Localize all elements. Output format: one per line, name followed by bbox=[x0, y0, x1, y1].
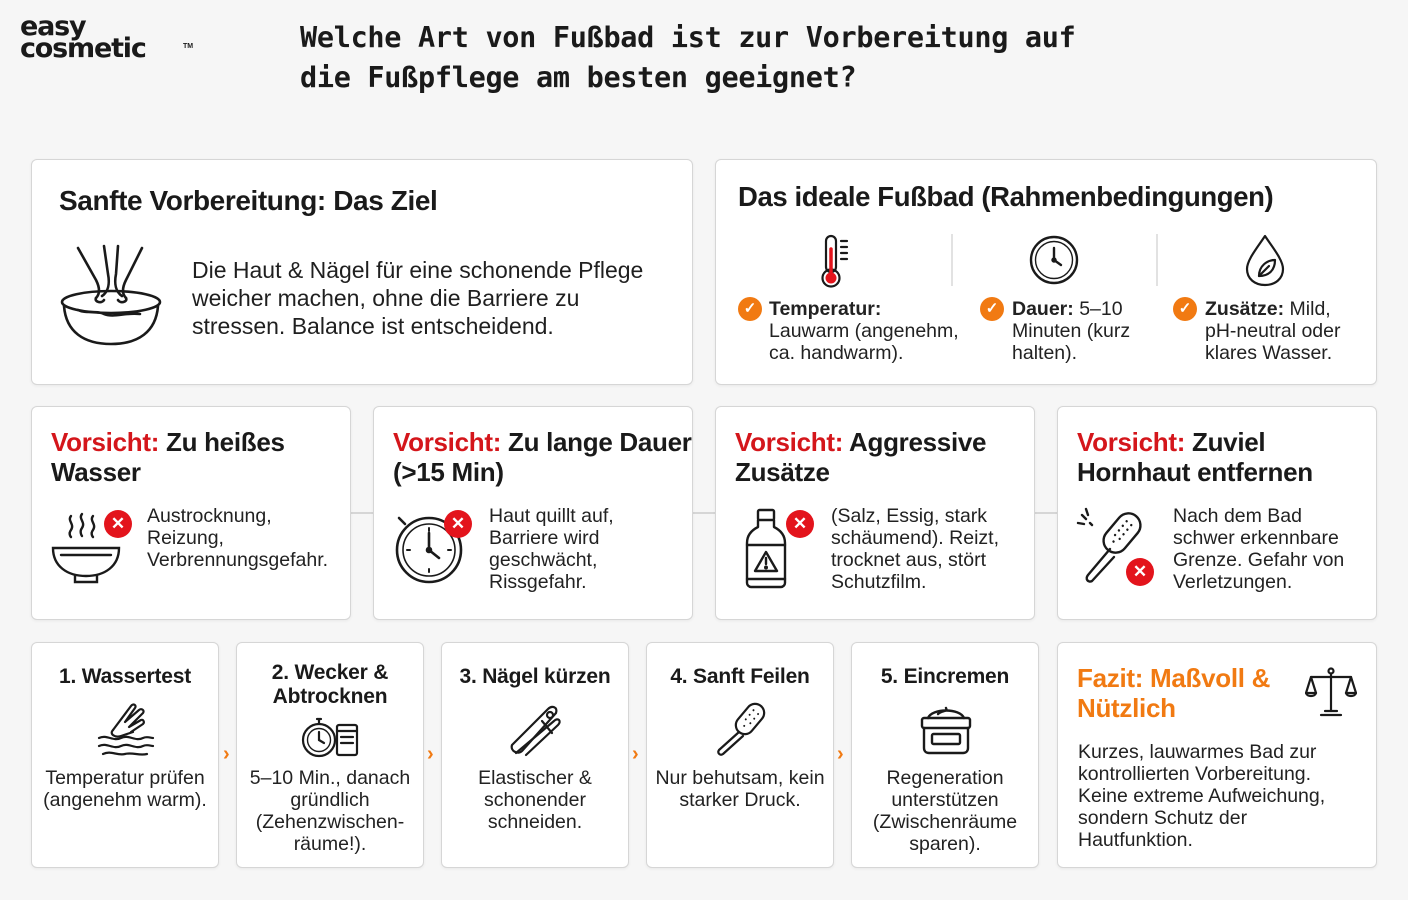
check-icon: ✓ bbox=[738, 297, 762, 321]
warning-card-hot-water bbox=[31, 406, 351, 620]
warning-title bbox=[51, 427, 351, 487]
ideal-conditions-card bbox=[715, 159, 1377, 385]
warning-card-long-duration bbox=[373, 406, 693, 620]
nail-clipper-icon bbox=[506, 699, 566, 757]
ideal-divider bbox=[951, 234, 953, 286]
step-card-water-test bbox=[31, 642, 219, 868]
warning-title bbox=[393, 427, 693, 487]
step-text: Regeneration unterstützen (Zwischenräume sparen). bbox=[872, 767, 1018, 855]
warning-heading: Zu heißes Wasser bbox=[51, 427, 285, 487]
x-icon: ✕ bbox=[104, 510, 132, 538]
condition-label: Temperatur: bbox=[769, 298, 882, 320]
goal-card bbox=[31, 159, 693, 385]
brand-logo bbox=[20, 11, 194, 65]
condition-text: 5–10 Minuten (kurz halten). bbox=[1012, 298, 1131, 364]
hand-water-icon bbox=[95, 700, 157, 758]
chevron-right-icon: › bbox=[427, 743, 434, 765]
warning-prefix: Vorsicht: bbox=[51, 427, 160, 457]
row-connector bbox=[350, 512, 374, 514]
step-card-timer-dry bbox=[236, 642, 424, 868]
warning-text: Austrocknung, Reizung, Verbrennungsgefahr. bbox=[147, 505, 329, 571]
goal-card-text: Die Haut & Nägel für eine schonende Pflege weicher machen, ohne die Barriere zu stressen. Balance ist entscheidend. bbox=[192, 257, 644, 339]
step-title: 4. Sanft Feilen bbox=[670, 665, 810, 688]
step-title: 5. Eincremen bbox=[880, 665, 1010, 688]
row-connector bbox=[692, 512, 716, 514]
x-icon: ✕ bbox=[786, 510, 814, 538]
logo-line-1: easy bbox=[20, 11, 86, 42]
clock-icon bbox=[1028, 234, 1080, 286]
thermometer-icon bbox=[817, 233, 853, 289]
step-text: Elastischer & schonender schneiden. bbox=[478, 767, 592, 833]
step-title: 2. Wecker & Abtrocknen bbox=[271, 661, 389, 708]
conclusion-card bbox=[1057, 642, 1377, 868]
x-icon: ✕ bbox=[444, 510, 472, 538]
warning-prefix: Vorsicht: bbox=[735, 427, 844, 457]
foot-file-icon bbox=[711, 700, 771, 758]
warning-card-too-much-callus bbox=[1057, 406, 1377, 620]
ideal-card-title: Das ideale Fußbad (Rahmenbedingungen) bbox=[738, 181, 1274, 212]
check-icon: ✓ bbox=[980, 297, 1004, 321]
chevron-right-icon: › bbox=[837, 743, 844, 765]
condition-label: Dauer: bbox=[1012, 298, 1074, 320]
warning-text: Nach dem Bad schwer erkennbare Grenze. Gefahr von Verletzungen. bbox=[1173, 505, 1345, 593]
step-text: Nur behutsam, kein starker Druck. bbox=[655, 767, 825, 811]
chevron-right-icon: › bbox=[632, 743, 639, 765]
goal-card-title: Sanfte Vorbereitung: Das Ziel bbox=[59, 185, 438, 216]
condition-additives bbox=[1205, 298, 1355, 364]
check-icon: ✓ bbox=[1173, 297, 1197, 321]
step-text: Temperatur prüfen (angenehm warm). bbox=[43, 767, 207, 811]
step-title: 1. Wassertest bbox=[58, 665, 192, 688]
page-title: Welche Art von Fußbad ist zur Vorbereitung auf die Fußpflege am besten geeignet? bbox=[300, 21, 1076, 94]
step-text: 5–10 Min., danach gründlich (Zehenzwischen-räume!). bbox=[249, 767, 411, 855]
x-icon: ✕ bbox=[1126, 558, 1154, 586]
condition-duration bbox=[1012, 298, 1152, 364]
warning-prefix: Vorsicht: bbox=[1077, 427, 1186, 457]
condition-text: Lauwarm (angenehm, ca. handwarm). bbox=[769, 320, 959, 364]
condition-text: Mild, pH-neutral oder klares Wasser. bbox=[1205, 298, 1341, 364]
step-card-moisturize bbox=[851, 642, 1039, 868]
condition-label: Zusätze: bbox=[1205, 298, 1285, 320]
scale-icon bbox=[1305, 665, 1357, 719]
drop-leaf-icon bbox=[1241, 232, 1289, 288]
warning-heading: Aggressive Zusätze bbox=[735, 427, 987, 487]
logo-line-2: cosmetic bbox=[20, 33, 146, 65]
foot-bath-icon bbox=[56, 240, 166, 352]
warning-text: Haut quillt auf, Barriere wird geschwächt, Rissgefahr. bbox=[489, 505, 614, 593]
warning-prefix: Vorsicht: bbox=[393, 427, 502, 457]
warning-heading: Zu lange Dauer (>15 Min) bbox=[393, 427, 692, 487]
ideal-divider bbox=[1156, 234, 1158, 286]
step-card-trim-nails bbox=[441, 642, 629, 868]
chevron-right-icon: › bbox=[223, 743, 230, 765]
cream-jar-icon bbox=[918, 704, 974, 756]
condition-temperature bbox=[769, 298, 969, 364]
timer-towel-icon bbox=[301, 715, 361, 759]
step-title: 3. Nägel kürzen bbox=[459, 665, 611, 688]
logo-trademark: TM bbox=[183, 43, 194, 50]
warning-text: (Salz, Essig, stark schäumend). Reizt, trocknet aus, stört Schutzfilm. bbox=[831, 505, 999, 593]
conclusion-title: Fazit: Maßvoll & Nützlich bbox=[1077, 663, 1271, 723]
row-connector bbox=[1034, 512, 1058, 514]
warning-title bbox=[735, 427, 1035, 487]
step-card-gentle-filing bbox=[646, 642, 834, 868]
conclusion-text: Kurzes, lauwarmes Bad zur kontrollierten Vorbereitung. Keine extreme Aufweichung, sondern Schutz der Hautfunktion. bbox=[1078, 741, 1326, 851]
warning-card-aggressive-additives bbox=[715, 406, 1035, 620]
warning-heading: Zuviel Hornhaut entfernen bbox=[1077, 427, 1313, 487]
warning-title bbox=[1077, 427, 1377, 487]
hazard-bottle-icon bbox=[744, 507, 788, 589]
